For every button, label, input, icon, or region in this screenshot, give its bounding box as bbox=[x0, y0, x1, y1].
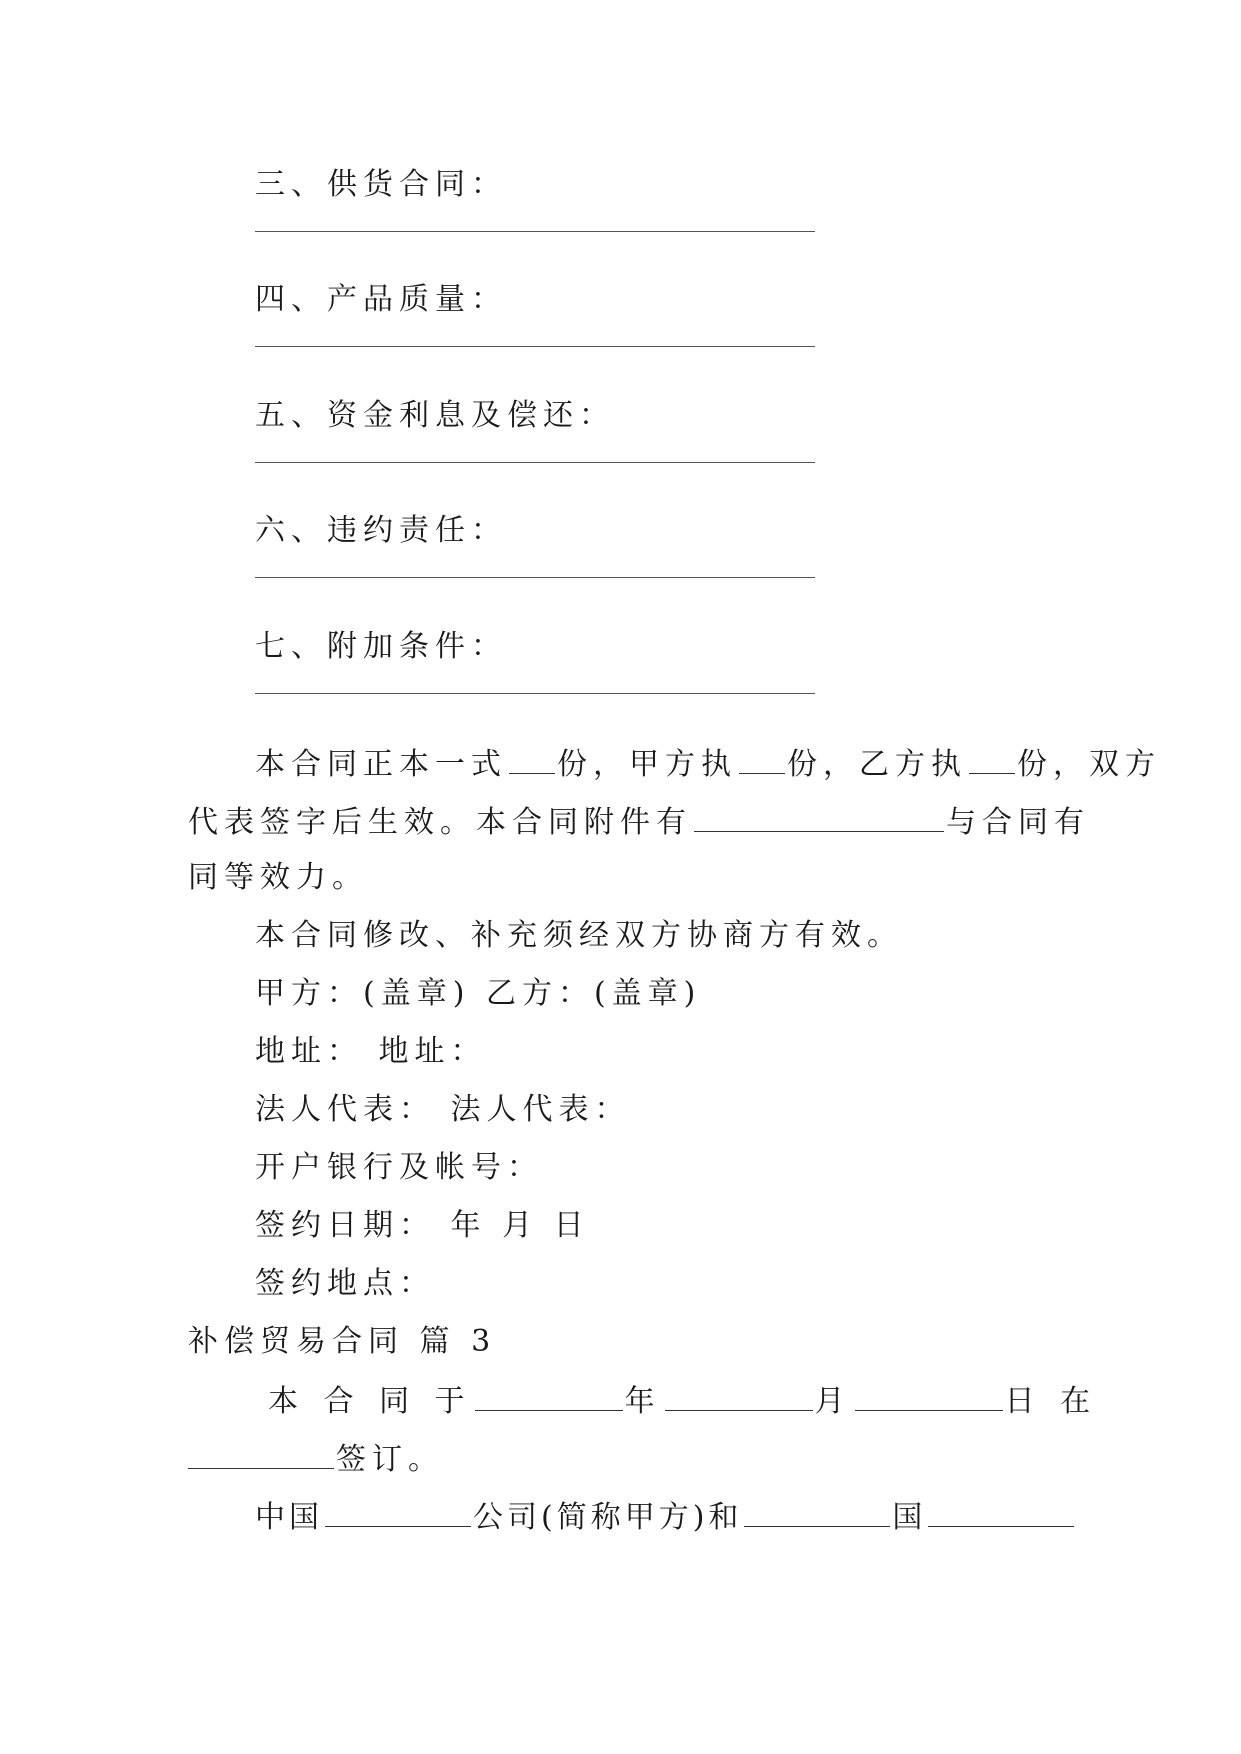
blank-field bbox=[694, 801, 944, 832]
blank-field bbox=[475, 1380, 623, 1411]
section-heading: 四、产品质量： bbox=[255, 282, 507, 317]
blank-field bbox=[744, 1496, 890, 1527]
section-heading: 七、附加条件： bbox=[255, 629, 507, 664]
blank-line bbox=[255, 231, 815, 232]
paragraph-copies: 本合同正本一式 份，甲方执 份，乙方执 份，双方 bbox=[255, 743, 1161, 785]
blank-line bbox=[255, 577, 815, 578]
blank-field bbox=[969, 743, 1015, 774]
blank-field bbox=[665, 1380, 813, 1411]
sign-party: 甲方：(盖章) 乙方：(盖章) bbox=[255, 976, 702, 1011]
blank-line bbox=[255, 462, 815, 463]
sign-bank: 开户银行及帐号： bbox=[255, 1150, 543, 1185]
sign-date: 签约日期： 年 月 日 bbox=[255, 1208, 590, 1243]
section-heading: 三、供货合同： bbox=[255, 167, 507, 202]
paragraph-date-place: 本 合 同 于 年 月 日 在 bbox=[268, 1380, 1098, 1422]
paragraph-date-place-line2: 签订。 bbox=[188, 1438, 444, 1480]
section-title: 补偿贸易合同 篇 3 bbox=[188, 1324, 497, 1359]
blank-line bbox=[255, 346, 815, 347]
blank-field bbox=[928, 1496, 1074, 1527]
blank-field bbox=[855, 1380, 1003, 1411]
paragraph-copies-line3: 同等效力。 bbox=[188, 860, 368, 895]
blank-field bbox=[509, 743, 555, 774]
sign-place: 签约地点： bbox=[255, 1266, 435, 1301]
paragraph-copies-line2: 代表签字后生效。本合同附件有 与合同有 bbox=[188, 801, 1090, 843]
paragraph-parties: 中国 公司(简称甲方)和 国 bbox=[255, 1496, 1076, 1538]
blank-field bbox=[325, 1496, 471, 1527]
blank-line bbox=[255, 693, 815, 694]
blank-field bbox=[188, 1438, 334, 1469]
paragraph-amendment: 本合同修改、补充须经双方协商方有效。 bbox=[255, 918, 903, 953]
sign-representative: 法人代表： 法人代表： bbox=[255, 1092, 631, 1127]
section-heading: 六、违约责任： bbox=[255, 513, 507, 548]
section-heading: 五、资金利息及偿还： bbox=[255, 398, 615, 433]
blank-field bbox=[739, 743, 785, 774]
sign-address: 地址： 地址： bbox=[255, 1034, 487, 1069]
